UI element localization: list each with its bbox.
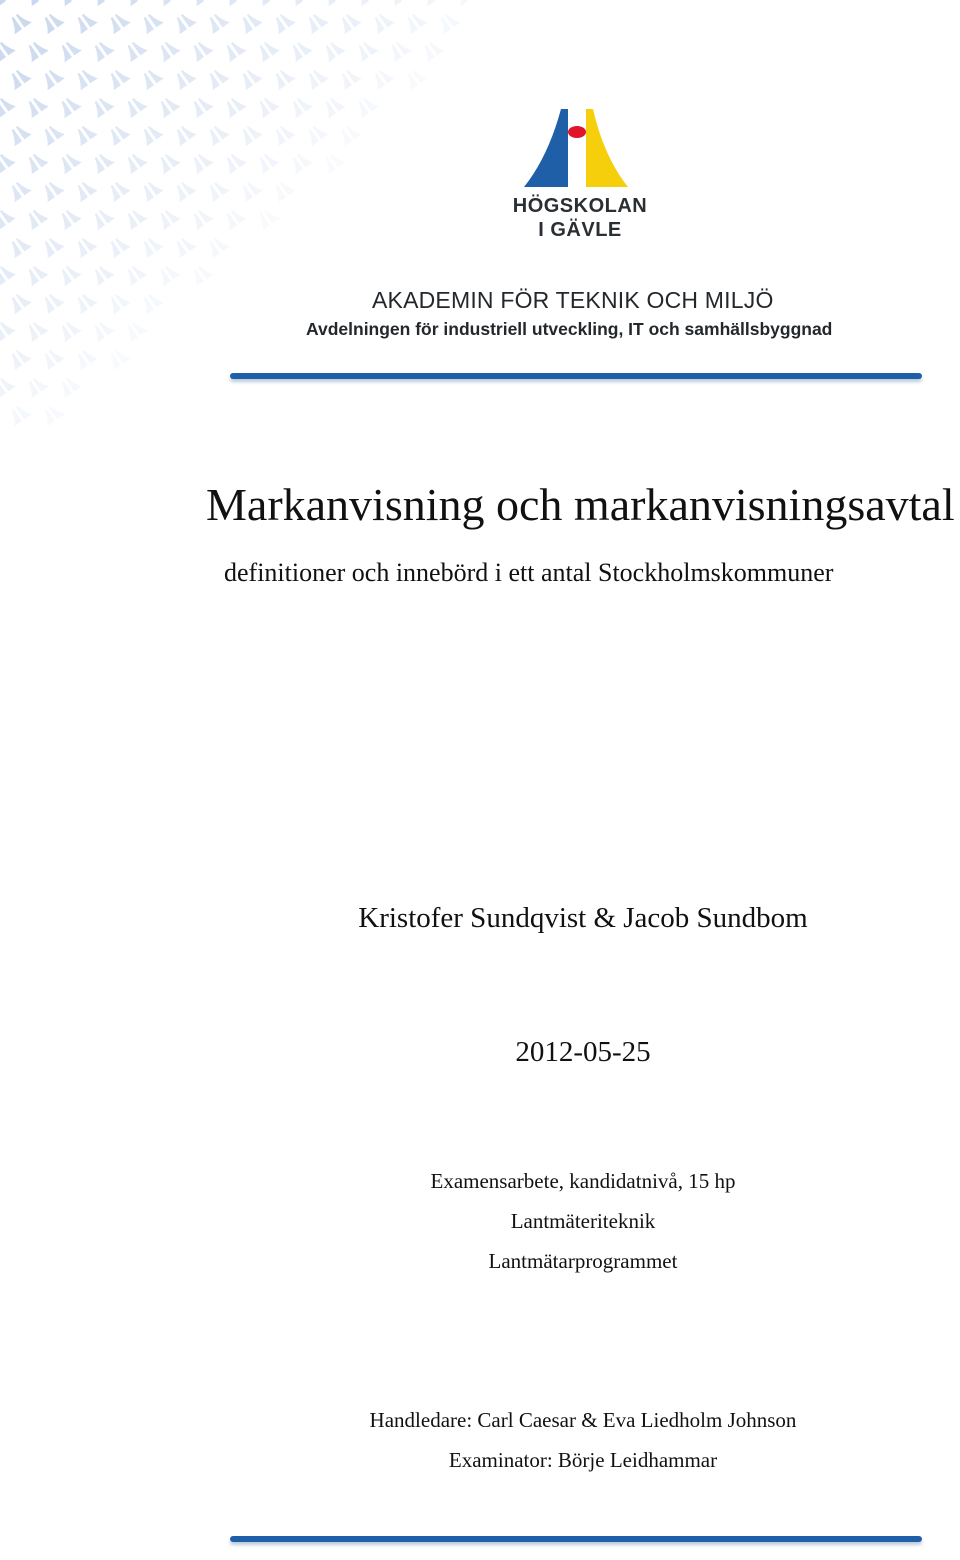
university-name-line2: I GÄVLE — [538, 219, 622, 241]
university-name-line1: HÖGSKOLAN — [512, 195, 648, 217]
academy-name: AKADEMIN FÖR TEKNIK OCH MILJÖ — [372, 287, 774, 313]
thesis-program: Lantmätarprogrammet — [488, 1249, 678, 1273]
examiner: Examinator: Börje Leidhammar — [448, 1448, 718, 1472]
division-name: Avdelningen för industriell utveckling, IT och samhällsbyggnad — [306, 319, 833, 339]
thesis-type: Examensarbete, kandidatnivå, 15 hp — [430, 1169, 736, 1193]
top-divider — [230, 373, 922, 379]
authors: Kristofer Sundqvist & Jacob Sundbom — [358, 902, 808, 934]
thesis-subtitle: definitioner och innebörd i ett antal Stockholmskommuner — [224, 558, 834, 587]
supervisors: Handledare: Carl Caesar & Eva Liedholm Johnson — [369, 1408, 797, 1432]
thesis-date: 2012-05-25 — [515, 1036, 651, 1068]
bottom-divider — [230, 1536, 922, 1542]
thesis-title: Markanvisning och markanvisningsavtal — [206, 479, 955, 530]
thesis-subject: Lantmäteriteknik — [510, 1209, 656, 1233]
